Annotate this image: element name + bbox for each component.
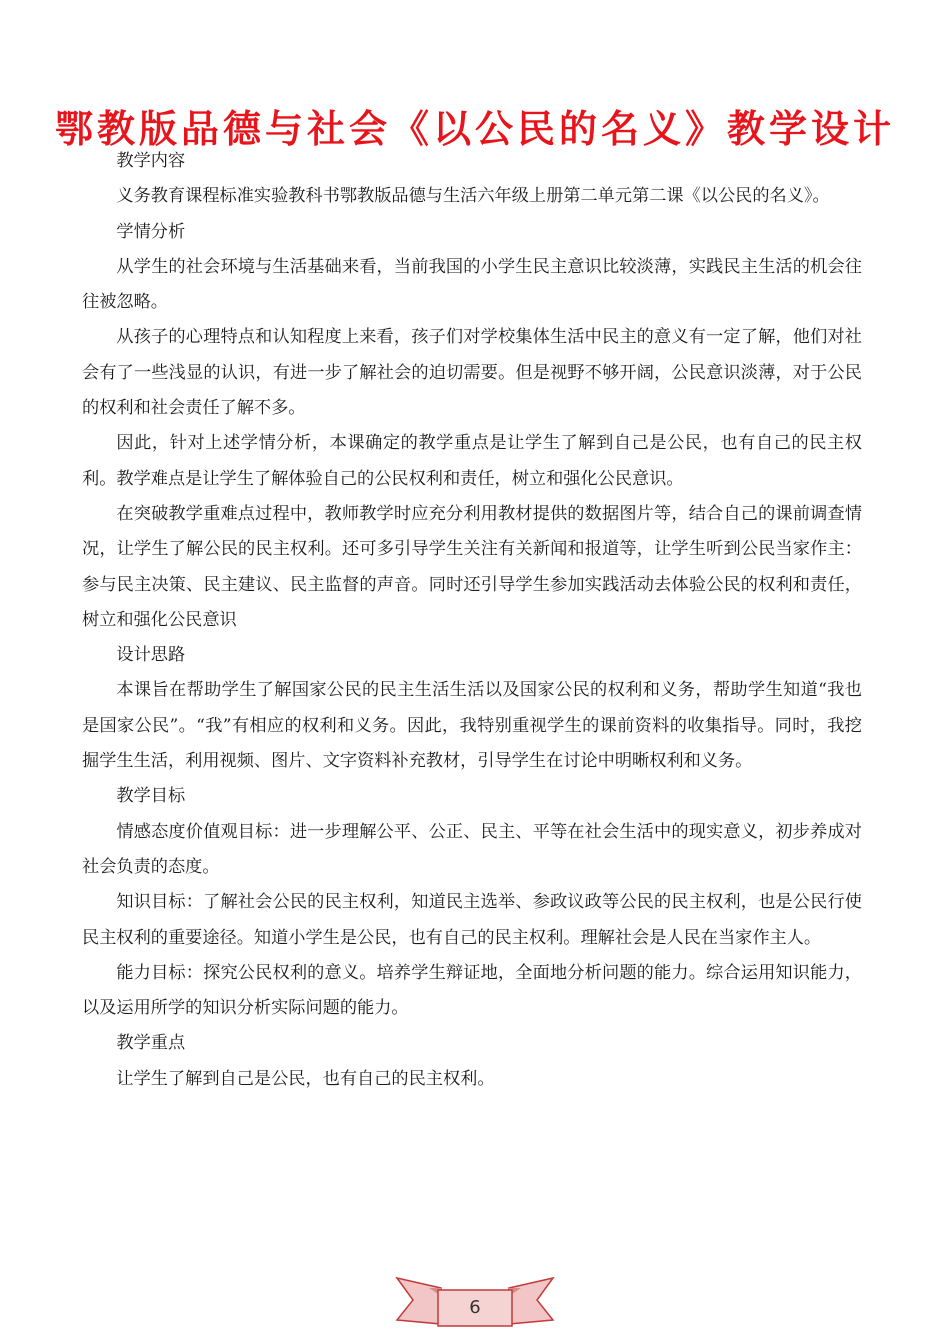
document-title: 鄂教版品德与社会《以公民的名义》教学设计 [54, 107, 895, 151]
paragraph: 知识目标：了解社会公民的民主权利，知道民主选举、参政议政等公民的民主权利，也是公民行使民主权利的重要途径。知道小学生是公民，也有自己的民主权利。理解社会是人民在当家作主人。 [82, 892, 862, 948]
paragraph: 情感态度价值观目标：进一步理解公平、公正、民主、平等在社会生活中的现实意义，初步养成对社会负责的态度。 [82, 821, 862, 877]
paragraph: 从学生的社会环境与生活基础来看，当前我国的小学生民主意识比较淡薄，实践民主生活的机会往往被忽略。 [82, 256, 862, 313]
paragraph: 义务教育课程标准实验教科书鄂教版品德与生活六年级上册第二单元第二课《以公民的名义》。 [116, 186, 830, 207]
heading-design-approach: 设计思路 [116, 645, 186, 666]
heading-learning-analysis: 学情分析 [116, 221, 186, 242]
page-number: 6 [469, 1297, 481, 1318]
heading-teaching-focus: 教学重点 [116, 1033, 186, 1054]
paragraph: 让学生了解到自己是公民，也有自己的民主权利。 [116, 1068, 495, 1089]
document-body [82, 144, 862, 1097]
paragraph: 能力目标：探究公民权利的意义。培养学生辩证地，全面地分析问题的能力。综合运用知识能力，以及运用所学的知识分析实际问题的能力。 [82, 962, 862, 1019]
paragraph: 本课旨在帮助学生了解国家公民的民主生活生活以及国家公民的权利和义务，帮助学生知道“我也是国家公民”。“我”有相应的权利和义务。因此，我特别重视学生的课前资料的收集指导。同时，我挖掘学生生活，利用视频、图片、文字资料补充教材，引导学生在讨论中明晰权利和义务。 [82, 680, 862, 772]
paragraph: 因此，针对上述学情分析，本课确定的教学重点是让学生了解到自己是公民，也有自己的民主权利。教学难点是让学生了解体验自己的公民权利和责任，树立和强化公民意识。 [82, 433, 862, 489]
paragraph: 从孩子的心理特点和认知程度上来看，孩子们对学校集体生活中民主的意义有一定了解，他们对社会有了一些浅显的认识，有进一步了解社会的迫切需要。但是视野不够开阔，公民意识淡薄，对于公民的权利和社会责任了解不多。 [82, 327, 862, 419]
heading-teaching-goals: 教学目标 [116, 786, 186, 807]
paragraph: 在突破教学重难点过程中，教师教学时应充分利用教材提供的数据图片等，结合自己的课前调查情况，让学生了解公民的民主权利。还可多引导学生关注有关新闻和报道等，让学生听到公民当家作主：参与民主决策、民主建议、民主监督的声音。同时还引导学生参加实践活动去体验公民的权利和责任，树立和强化公民意识 [82, 503, 862, 630]
heading-teaching-content: 教学内容 [116, 151, 186, 171]
